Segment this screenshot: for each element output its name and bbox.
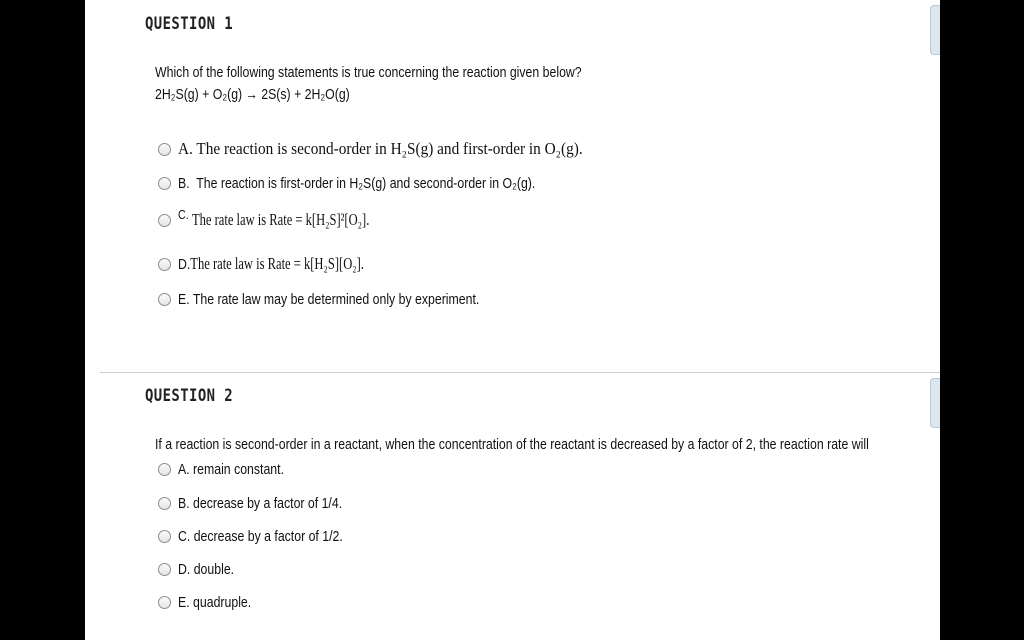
question-2-option-a[interactable]: A. remain constant. xyxy=(158,458,307,480)
question-2-prompt: If a reaction is second-order in a reactant, when the concentration of the reactant is decreased by a factor of 2, the reaction rate will xyxy=(155,436,869,453)
question-2-option-d[interactable]: D. double. xyxy=(158,558,246,580)
question-2-option-c[interactable]: C. decrease by a factor of 1/2. xyxy=(158,525,379,547)
radio-button[interactable] xyxy=(158,258,171,271)
question-2-side-tab[interactable] xyxy=(930,378,940,428)
radio-button[interactable] xyxy=(158,563,171,576)
radio-button[interactable] xyxy=(158,214,171,227)
quiz-page xyxy=(85,0,940,640)
question-1-option-e[interactable]: E. The rate law may be determined only by experiment. xyxy=(158,288,545,310)
question-2-option-b[interactable]: B. decrease by a factor of 1/4. xyxy=(158,492,378,514)
question-1-option-c[interactable]: C. The rate law is Rate = k[H₂S]²[O₂]. xyxy=(158,209,436,231)
radio-button[interactable] xyxy=(158,497,171,510)
question-1-option-d[interactable]: D.The rate law is Rate = k[H₂S][O₂]. xyxy=(158,253,428,275)
question-1-option-b[interactable]: B. The reaction is first-order in H₂S(g) and second-order in O₂(g). xyxy=(158,172,614,194)
radio-button[interactable] xyxy=(158,596,171,609)
question-divider xyxy=(100,372,940,373)
question-1-option-a[interactable]: A. The reaction is second-order in H₂S(g) and first-order in O₂(g). xyxy=(158,138,628,160)
question-1-heading: QUESTION 1 xyxy=(145,14,234,34)
radio-button[interactable] xyxy=(158,177,171,190)
radio-button[interactable] xyxy=(158,293,171,306)
radio-button[interactable] xyxy=(158,463,171,476)
question-2-option-e[interactable]: E. quadruple. xyxy=(158,591,267,613)
radio-button[interactable] xyxy=(158,143,171,156)
question-1-equation: 2H₂S(g) + O₂(g) → 2S(s) + 2H₂O(g) xyxy=(155,86,350,103)
question-1-side-tab[interactable] xyxy=(930,5,940,55)
question-1-prompt: Which of the following statements is true concerning the reaction given below? xyxy=(155,64,582,81)
radio-button[interactable] xyxy=(158,530,171,543)
question-2-heading: QUESTION 2 xyxy=(145,386,234,406)
